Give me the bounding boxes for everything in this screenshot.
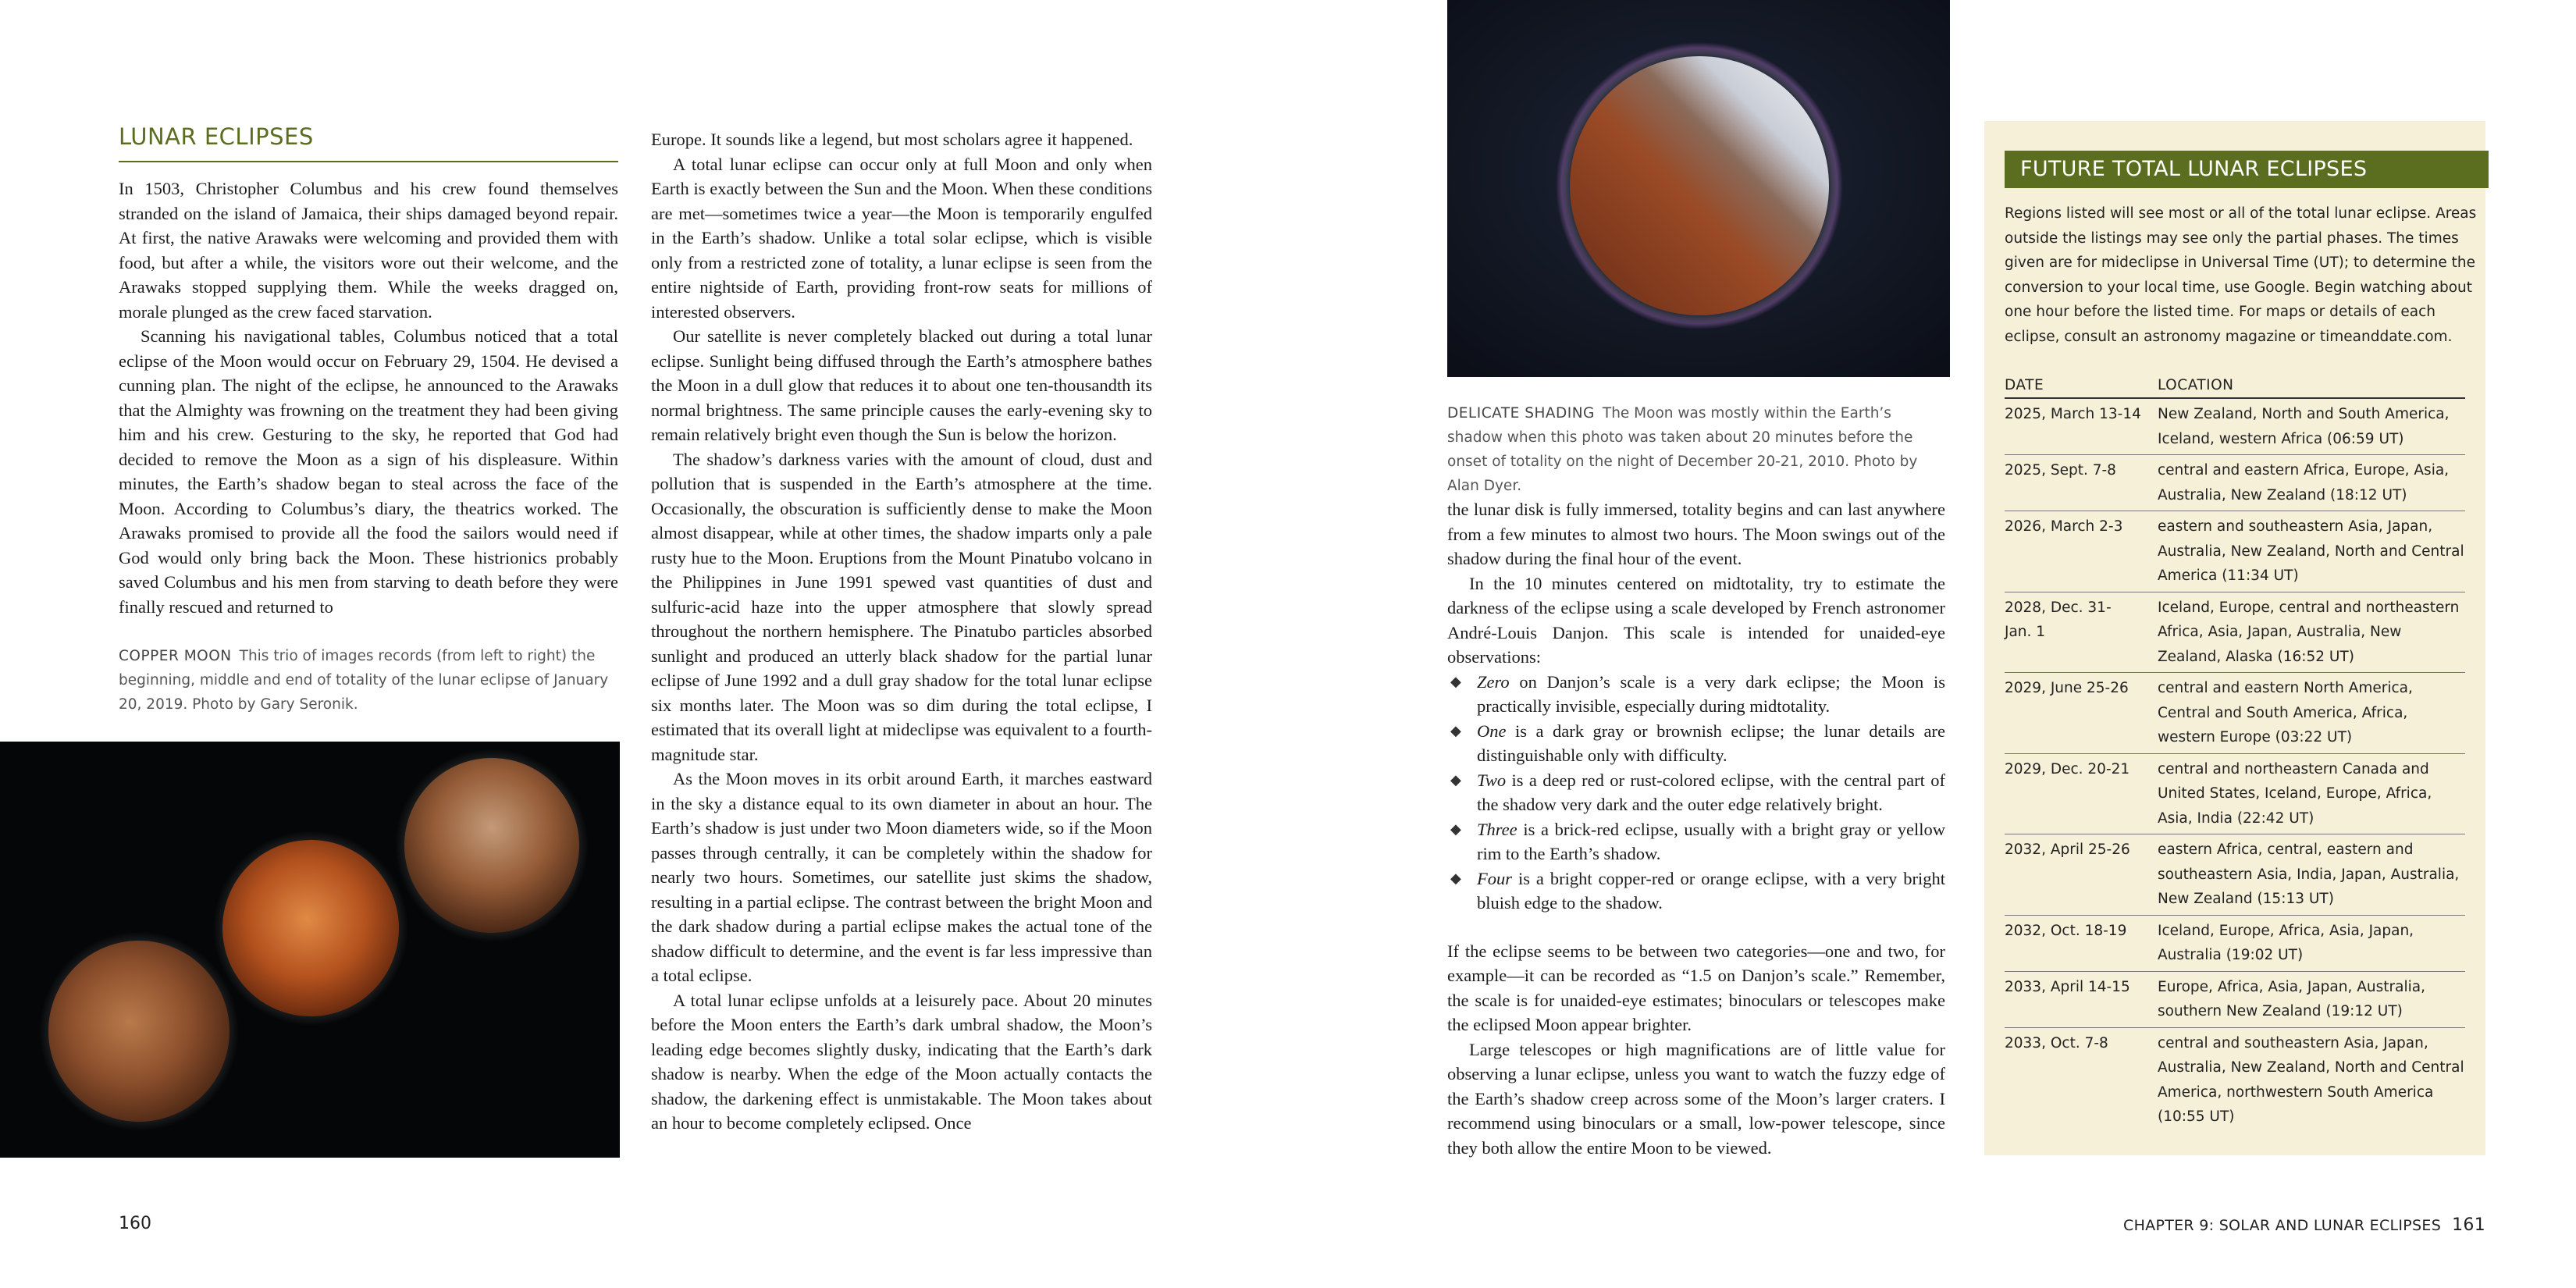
row-date: 2032, April 25-26 (2005, 841, 2130, 858)
sidebar-title: FUTURE TOTAL LUNAR ECLIPSES (2005, 151, 2489, 188)
diamond-bullet-icon: ◆ (1450, 870, 1461, 886)
paragraph: the lunar disk is fully immersed, totality begins and can last anywhere from a few minutes to almost two hours. The Moon swings out of the shadow during the final hour of the event. (1447, 500, 1945, 568)
row-location: Europe, Africa, Asia, Japan, Australia, southern New Zealand (19:12 UT) (2158, 978, 2425, 1019)
row-location: Iceland, Europe, Africa, Asia, Japan, Australia (19:02 UT) (2158, 922, 2414, 963)
copper-moon-caption (119, 644, 618, 717)
list-item (1447, 768, 1945, 817)
delicate-shading-caption (1447, 401, 1931, 498)
list-item (1447, 866, 1945, 916)
eclipsed-moon (1570, 56, 1829, 315)
scale-term: Two (1477, 770, 1507, 790)
right-column-text (1447, 497, 1945, 1160)
sidebar-intro: Regions listed will see most or all of the total lunar eclipse. Areas outside the listings may see only the partial phases. The times given are for mideclipse in Universal Time (UT); to determine the conversion to your local time, use Google. Begin watching about one hour before the listed time. For maps or details of each eclipse, consult an astronomy magazine or timeanddate.com. (2005, 205, 2477, 345)
delicate-shading-photo (1447, 0, 1950, 377)
row-date: 2032, Oct. 18-19 (2005, 922, 2127, 939)
scale-description: is a deep red or rust-colored eclipse, with the central part of the shadow very dark and the outer edge relatively bright. (1477, 770, 1945, 814)
diamond-bullet-icon: ◆ (1450, 673, 1461, 689)
paragraph: Europe. It sounds like a legend, but most scholars agree it happened. (651, 130, 1133, 149)
row-date: 2033, April 14-15 (2005, 978, 2130, 995)
row-location: eastern Africa, central, eastern and southeastern Asia, India, Japan, Australia, New Zealand (15:13 UT) (2158, 841, 2460, 907)
middle-column-text (651, 127, 1152, 1136)
row-date: 2025, March 13-14 (2005, 406, 2141, 422)
caption-label: COPPER MOON (119, 648, 232, 664)
paragraph: A total lunar eclipse can occur only at full Moon and only when Earth is exactly between the Sun and the Moon. When these conditions are met—sometimes twice a year—the Moon is temporarily engulfed in the Earth’s shadow. Unlike a total solar eclipse, which is visible only from a restricted zone of totality, a lunar eclipse is seen from the entire nightside of Earth, providing front-row seats for millions of interested observers. (651, 154, 1152, 322)
table-row (2005, 455, 2465, 511)
moon-beginning (48, 941, 229, 1122)
table-row (2005, 1028, 2465, 1133)
table-row (2005, 834, 2465, 916)
copper-moon-photo (0, 742, 620, 1158)
row-date: 2026, March 2-3 (2005, 518, 2123, 535)
paragraph: Our satellite is never completely blacked out during a total lunar eclipse. Sunlight being diffused through the Earth’s atmosphere bathes the Moon in a dull glow that reduces it to about one ten-thousandth its normal brightness. The same principle causes the early-evening sky to remain relatively bright even though the Sun is below the horizon. (651, 326, 1152, 444)
caption-label: DELICATE SHADING (1447, 405, 1595, 422)
column-header-location: LOCATION (2158, 377, 2234, 393)
row-location: New Zealand, North and South America, Iceland, western Africa (06:59 UT) (2158, 406, 2450, 447)
row-date: 2033, Oct. 7-8 (2005, 1034, 2108, 1051)
row-location: central and eastern Africa, Europe, Asia, Australia, New Zealand (18:12 UT) (2158, 462, 2450, 503)
table-row (2005, 754, 2465, 835)
list-item (1447, 817, 1945, 866)
caption-text: The Moon was mostly within the Earth’s shadow when this photo was taken about 20 minutes before the onset of totality on the night of December 20-21, 2010. Photo by Alan Dyer. (1447, 405, 1918, 494)
scale-description: is a dark gray or brownish eclipse; the lunar details are distinguishable only with difficulty. (1477, 720, 1945, 765)
row-location: central and eastern North America, Central and South America, Africa, western Europe (03:22 UT) (2158, 680, 2413, 745)
copper-moon-image (0, 742, 620, 1158)
page-number-right: 161 (2452, 1215, 2485, 1235)
paragraph: Scanning his navigational tables, Columbus noticed that a total eclipse of the Moon would occur on February 29, 1504. He devised a cunning plan. The night of the eclipse, he announced to the Arawaks that the Almighty was frowning on the treatment they had been giving him and his crew. Gesturing to the sky, he reported that God had decided to remove the Moon as a sign of his displeasure. Within minutes, the Earth’s shadow began to steal across the face of the Moon. According to Columbus’s diary, the theatrics worked. The Arawaks promised to provide all the food the sailors would need if God would only bring back the Moon. These histrionics probably saved Columbus and his men from starving to death before they were finally rescued and returned to (119, 326, 618, 617)
table-header (2005, 373, 2465, 399)
paragraph: As the Moon moves in its orbit around Earth, it marches eastward in the sky a distance equal to its own diameter in about an hour. The Earth’s shadow is just under two Moon diameters wide, so if the Moon passes through centrally, it can be completely within the shadow for nearly two hours. Sometimes, our satellite just skims the shadow, resulting in a partial eclipse. The contrast between the bright Moon and the dark shadow during a partial eclipse makes the actual tone of the shadow difficult to determine, and the event is far less impressive than a total eclipse. (651, 769, 1152, 985)
scale-description: is a bright copper-red or orange eclipse, with a very bright bluish edge to the shadow. (1477, 868, 1945, 913)
section-title-rule (119, 161, 618, 162)
paragraph: If the eclipse seems to be between two categories—one and two, for example—it can be recorded as “1.5 on Danjon’s scale.” Remember, the scale is for unaided-eye estimates; binoculars or telescopes make the eclipsed Moon appear brighter. (1447, 941, 1945, 1034)
row-date: 2025, Sept. 7-8 (2005, 462, 2116, 479)
page-footer-right (2123, 1215, 2485, 1235)
table-row (2005, 673, 2465, 754)
paragraph: In the 10 minutes centered on midtotality, try to estimate the darkness of the eclipse using a scale developed by French astronomer André-Louis Danjon. This scale is intended for unaided-eye observations: (1447, 573, 1945, 667)
list-item (1447, 670, 1945, 719)
moon-end (404, 758, 579, 933)
row-location: eastern and southeastern Asia, Japan, Australia, New Zealand, North and Central America (11:34 UT) (2158, 518, 2464, 584)
table-row (2005, 916, 2465, 972)
scale-term: Four (1477, 868, 1512, 888)
row-date: 2029, Dec. 20-21 (2005, 760, 2130, 777)
delicate-shading-image (1447, 0, 1950, 377)
paragraph: In 1503, Christopher Columbus and his crew found themselves stranded on the island of Jamaica, their ships damaged beyond repair. At first, the native Arawaks were welcoming and provided them with food, but after a while, the visitors wore out their welcome, and the Arawaks stopped supplying them. While the weeks dragged on, morale plunged as the crew faced starvation. (119, 179, 618, 322)
table-row (2005, 399, 2465, 455)
scale-term: One (1477, 720, 1507, 741)
paragraph: A total lunar eclipse unfolds at a leisurely pace. About 20 minutes before the Moon enters the Earth’s dark umbral shadow, the Moon’s leading edge becomes slightly dusky, indicating that the Earth’s dark shadow is nearby. When the edge of the Moon actually contacts the shadow, the darkening effect is unmistakable. The Moon takes about an hour to become completely eclipsed. Once (651, 990, 1152, 1133)
paragraph: The shadow’s darkness varies with the amount of cloud, dust and pollution that is suspended in the Earth’s atmosphere at the time. Occasionally, the obscuration is sufficiently dense to make the Moon almost disappear, while at other times, the shadow imparts only a pale rusty hue to the Moon. Eruptions from the Mount Pinatubo volcano in the Philippines in June 1991 spewed vast quantities of dust and sulfuric-acid haze into the upper atmosphere that slowly spread throughout the northern hemisphere. The Pinatubo particles absorbed sunlight and produced an utterly black shadow for the partial lunar eclipse of June 1992 and a dull gray shadow for the total lunar eclipse six months later. The Moon was so dim during the total eclipse, I estimated that its overall light at mideclipse was equivalent to a fourth-magnitude star. (651, 449, 1152, 764)
table-row (2005, 511, 2465, 592)
running-head: CHAPTER 9: SOLAR AND LUNAR ECLIPSES (2123, 1217, 2442, 1234)
scale-description: is a brick-red eclipse, usually with a bright gray or yellow rim to the Earth’s shadow. (1477, 819, 1945, 863)
column-header-date: DATE (2005, 377, 2044, 393)
section-title: LUNAR ECLIPSES (119, 123, 314, 150)
left-column-text (119, 176, 618, 619)
table-row (2005, 972, 2465, 1028)
row-date: 2028, Dec. 31-Jan. 1 (2005, 599, 2112, 640)
eclipse-table (2005, 373, 2465, 1133)
table-row (2005, 592, 2465, 674)
row-location: central and southeastern Asia, Japan, Australia, New Zealand, North and Central America, northwestern South America (10:55 UT) (2158, 1034, 2464, 1125)
scale-term: Zero (1477, 671, 1510, 692)
caption-text: This trio of images records (from left to right) the beginning, middle and end of totality of the lunar eclipse of January 20, 2019. Photo by Gary Seronik. (119, 648, 609, 713)
page-number-left: 160 (119, 1214, 151, 1233)
moon-middle (222, 840, 399, 1016)
scale-term: Three (1477, 819, 1517, 839)
paragraph: Large telescopes or high magnifications are of little value for observing a lunar eclipse, unless you want to watch the fuzzy edge of the Earth’s shadow creep across some of the Moon’s larger craters. I recommend using binoculars or a small, low-power telescope, since they both allow the entire Moon to be viewed. (1447, 1039, 1945, 1158)
list-item (1447, 719, 1945, 768)
scale-description: on Danjon’s scale is a very dark eclipse; the Moon is practically invisible, especially during midtotality. (1477, 671, 1945, 716)
diamond-bullet-icon: ◆ (1450, 820, 1461, 837)
diamond-bullet-icon: ◆ (1450, 771, 1461, 788)
danjon-scale-list (1447, 670, 1945, 916)
row-location: Iceland, Europe, central and northeastern Africa, Asia, Japan, Australia, New Zealand, Alaska (16:52 UT) (2158, 599, 2460, 665)
row-location: central and northeastern Canada and United States, Iceland, Europe, Africa, Asia, India (22:42 UT) (2158, 760, 2432, 827)
row-date: 2029, June 25-26 (2005, 680, 2129, 696)
diamond-bullet-icon: ◆ (1450, 722, 1461, 738)
